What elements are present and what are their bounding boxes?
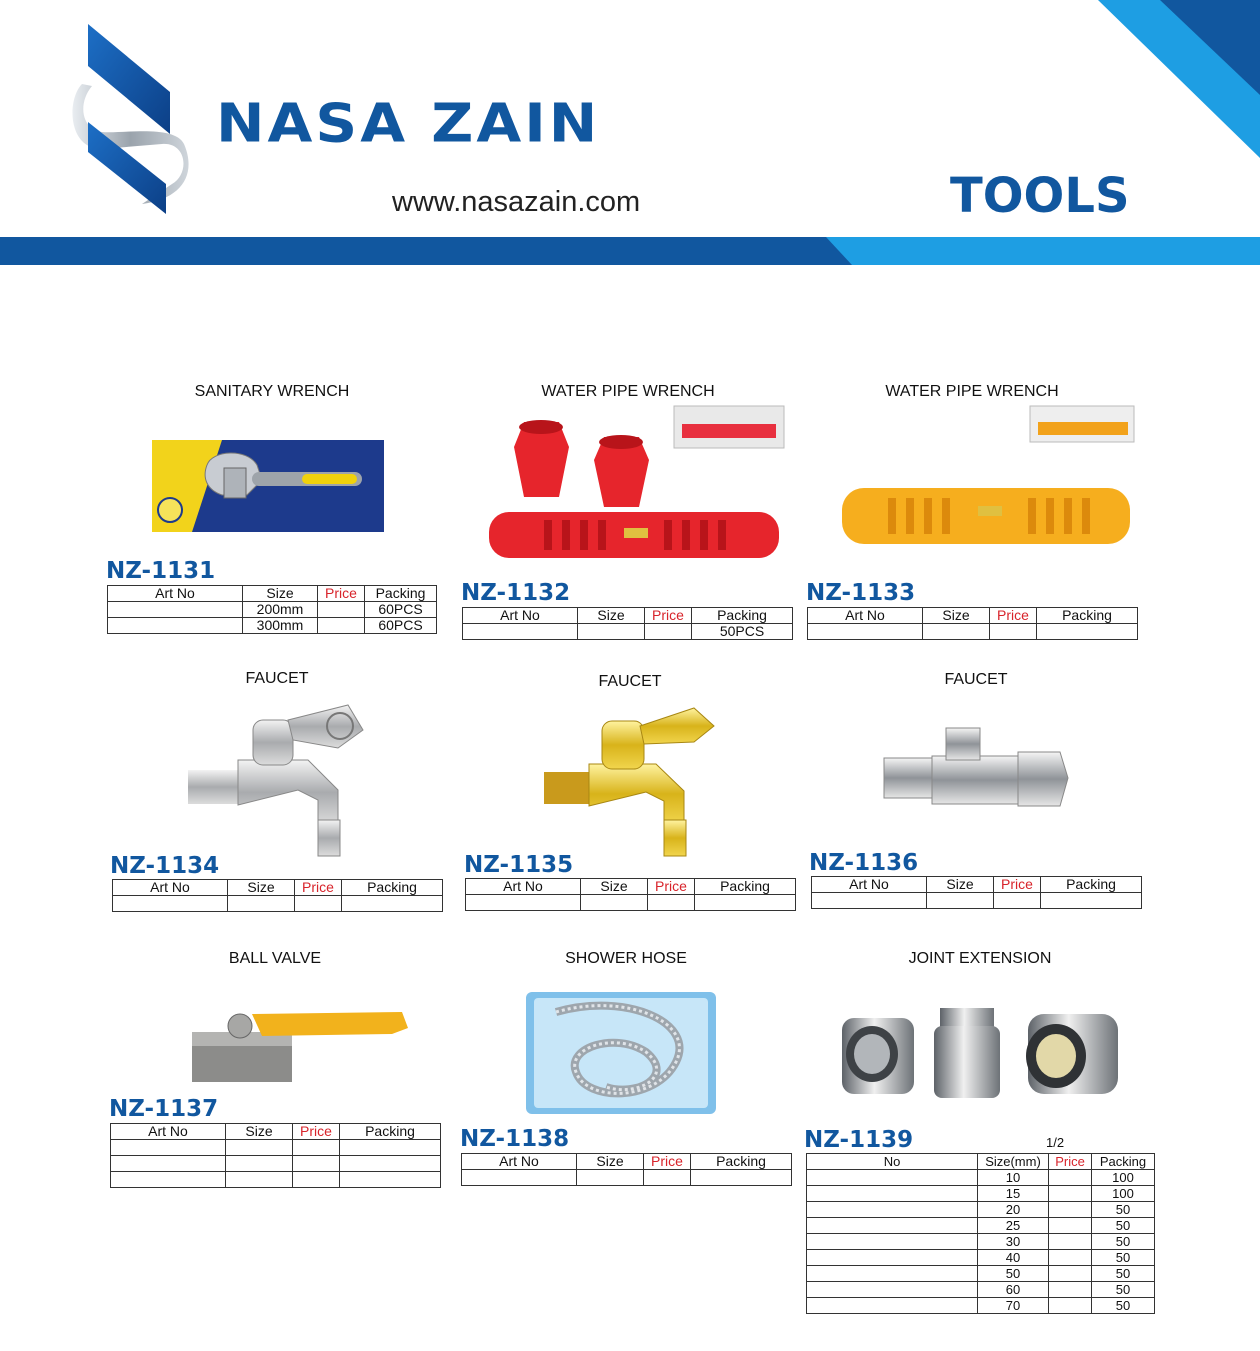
pipe-wrench-orange-icon — [838, 402, 1134, 562]
col-size: Size — [226, 1124, 293, 1140]
col-price: Price — [1049, 1154, 1092, 1170]
cell-no — [807, 1186, 978, 1202]
col-price: Price — [644, 1154, 691, 1170]
cell-packing — [1041, 893, 1142, 909]
col-art-no: Art No — [462, 1154, 577, 1170]
cell-no — [807, 1234, 978, 1250]
cell-art-no — [462, 1170, 577, 1186]
col-packing: Packing — [1041, 877, 1142, 893]
cell-art-no — [466, 895, 581, 911]
table-row — [111, 1172, 441, 1188]
table-row — [807, 1250, 1155, 1266]
cell-size — [226, 1172, 293, 1188]
col-art-no: Art No — [812, 877, 927, 893]
cell-art-no — [463, 624, 578, 640]
nasa-zain-logo-icon — [62, 24, 192, 219]
col-art-no: Art No — [466, 879, 581, 895]
col-size: Size — [927, 877, 994, 893]
cell-packing — [340, 1140, 441, 1156]
cell-size — [923, 624, 990, 640]
col-size: Size — [577, 1154, 644, 1170]
cell-size — [228, 896, 295, 912]
cell-size — [578, 624, 645, 640]
cell-art-no — [111, 1140, 226, 1156]
product-code: NZ-1133 — [806, 580, 916, 606]
spec-table — [806, 1153, 1155, 1314]
joint-extension-icon — [838, 1006, 1124, 1102]
col-art-no: Art No — [111, 1124, 226, 1140]
cell-packing — [340, 1156, 441, 1172]
col-no: No — [807, 1154, 978, 1170]
cell-packing: 50 — [1092, 1298, 1155, 1314]
col-packing: Packing — [365, 586, 437, 602]
cell-size: 30 — [978, 1234, 1049, 1250]
cell-art-no — [113, 896, 228, 912]
cell-packing: 100 — [1092, 1186, 1155, 1202]
cell-size — [226, 1156, 293, 1172]
cell-size: 40 — [978, 1250, 1049, 1266]
table-row — [463, 624, 793, 640]
product-code: NZ-1137 — [109, 1096, 219, 1122]
col-packing: Packing — [340, 1124, 441, 1140]
col-art-no: Art No — [113, 880, 228, 896]
cell-price — [1049, 1298, 1092, 1314]
cell-price — [1049, 1250, 1092, 1266]
col-price: Price — [295, 880, 342, 896]
col-size: Size — [581, 879, 648, 895]
cell-price — [318, 618, 365, 634]
table-row — [807, 1202, 1155, 1218]
cell-packing: 50 — [1092, 1234, 1155, 1250]
cell-no — [807, 1170, 978, 1186]
cell-size: 10 — [978, 1170, 1049, 1186]
cell-packing — [695, 895, 796, 911]
cell-size: 300mm — [243, 618, 318, 634]
col-packing: Packing — [342, 880, 443, 896]
spec-table — [462, 607, 793, 640]
cell-price — [293, 1140, 340, 1156]
cell-price — [1049, 1282, 1092, 1298]
col-size: Size — [578, 608, 645, 624]
product-title: FAUCET — [245, 670, 309, 687]
cell-price — [318, 602, 365, 618]
cell-packing: 50 — [1092, 1266, 1155, 1282]
cell-size: 60 — [978, 1282, 1049, 1298]
col-packing: Packing — [1037, 608, 1138, 624]
table-row — [807, 1266, 1155, 1282]
shower-hose-icon — [526, 992, 716, 1114]
table-row — [807, 1186, 1155, 1202]
spec-table — [112, 879, 443, 912]
cell-price — [1049, 1234, 1092, 1250]
table-row — [108, 602, 437, 618]
table-row — [807, 1234, 1155, 1250]
product-code: NZ-1134 — [110, 853, 220, 879]
col-packing: Packing — [695, 879, 796, 895]
cell-packing: 50PCS — [692, 624, 793, 640]
product-code: NZ-1138 — [460, 1126, 570, 1152]
silver-faucet-icon — [188, 700, 368, 860]
spec-table — [461, 1153, 792, 1186]
cell-packing — [1037, 624, 1138, 640]
cell-price — [1049, 1170, 1092, 1186]
table-row — [111, 1156, 441, 1172]
cell-no — [807, 1202, 978, 1218]
cell-no — [807, 1250, 978, 1266]
cell-price — [293, 1156, 340, 1172]
cell-no — [807, 1218, 978, 1234]
cell-price — [1049, 1266, 1092, 1282]
cell-size: 200mm — [243, 602, 318, 618]
cell-no — [807, 1266, 978, 1282]
col-packing: Packing — [1092, 1154, 1155, 1170]
cell-art-no — [108, 602, 243, 618]
spec-table — [465, 878, 796, 911]
cell-size — [577, 1170, 644, 1186]
cell-art-no — [111, 1172, 226, 1188]
col-packing: Packing — [691, 1154, 792, 1170]
cell-art-no — [808, 624, 923, 640]
cell-price — [1049, 1186, 1092, 1202]
pipe-wrench-red-icon — [484, 402, 784, 580]
cell-price — [1049, 1202, 1092, 1218]
cell-size: 20 — [978, 1202, 1049, 1218]
size-note: 1/2 — [1046, 1135, 1065, 1150]
cell-price — [644, 1170, 691, 1186]
cell-price — [648, 895, 695, 911]
cell-price — [295, 896, 342, 912]
cell-size: 70 — [978, 1298, 1049, 1314]
website-url[interactable]: www.nasazain.com — [392, 186, 641, 218]
product-title: SHOWER HOSE — [565, 950, 687, 967]
spec-table — [110, 1123, 441, 1188]
product-code: NZ-1136 — [809, 850, 919, 876]
angle-valve-icon — [884, 728, 1070, 812]
cell-size — [927, 893, 994, 909]
cell-price — [1049, 1218, 1092, 1234]
cell-packing: 50 — [1092, 1282, 1155, 1298]
col-price: Price — [318, 586, 365, 602]
product-code: NZ-1139 — [804, 1127, 914, 1153]
product-code: NZ-1135 — [464, 852, 574, 878]
cell-packing — [691, 1170, 792, 1186]
col-price: Price — [994, 877, 1041, 893]
cell-packing — [340, 1172, 441, 1188]
table-row — [111, 1140, 441, 1156]
table-row — [113, 896, 443, 912]
cell-no — [807, 1282, 978, 1298]
col-price: Price — [293, 1124, 340, 1140]
table-row — [462, 1170, 792, 1186]
cell-packing: 100 — [1092, 1170, 1155, 1186]
product-code: NZ-1132 — [461, 580, 571, 606]
adjustable-wrench-icon — [152, 440, 384, 532]
product-title: JOINT EXTENSION — [908, 950, 1052, 967]
cell-size: 25 — [978, 1218, 1049, 1234]
spec-table — [811, 876, 1142, 909]
cell-size — [226, 1140, 293, 1156]
cell-no — [807, 1298, 978, 1314]
col-packing: Packing — [692, 608, 793, 624]
col-size: Size(mm) — [978, 1154, 1049, 1170]
product-title: SANITARY WRENCH — [194, 383, 350, 400]
cell-size — [581, 895, 648, 911]
col-art-no: Art No — [108, 586, 243, 602]
table-row — [466, 895, 796, 911]
table-row — [108, 618, 437, 634]
col-size: Size — [228, 880, 295, 896]
col-size: Size — [923, 608, 990, 624]
table-row — [812, 893, 1142, 909]
col-art-no: Art No — [808, 608, 923, 624]
ball-valve-icon — [192, 1006, 408, 1082]
product-title: FAUCET — [598, 673, 662, 690]
cell-price — [293, 1172, 340, 1188]
cell-art-no — [812, 893, 927, 909]
product-title: WATER PIPE WRENCH — [885, 383, 1059, 400]
cell-packing: 50 — [1092, 1202, 1155, 1218]
cell-price — [645, 624, 692, 640]
col-size: Size — [243, 586, 318, 602]
col-price: Price — [648, 879, 695, 895]
category-title: TOOLS — [950, 168, 1130, 224]
product-code: NZ-1131 — [106, 558, 216, 584]
spec-table — [107, 585, 437, 634]
cell-packing: 60PCS — [365, 618, 437, 634]
cell-art-no — [111, 1156, 226, 1172]
table-row — [808, 624, 1138, 640]
table-row — [807, 1170, 1155, 1186]
cell-packing: 60PCS — [365, 602, 437, 618]
col-art-no: Art No — [463, 608, 578, 624]
table-row — [807, 1298, 1155, 1314]
table-row — [807, 1218, 1155, 1234]
cell-price — [990, 624, 1037, 640]
brand-name: NASA ZAIN — [216, 92, 601, 155]
col-price: Price — [990, 608, 1037, 624]
gold-faucet-icon — [544, 706, 719, 858]
cell-packing — [342, 896, 443, 912]
product-title: BALL VALVE — [228, 950, 322, 967]
product-title: WATER PIPE WRENCH — [541, 383, 715, 400]
col-price: Price — [645, 608, 692, 624]
cell-art-no — [108, 618, 243, 634]
cell-packing: 50 — [1092, 1218, 1155, 1234]
cell-size: 50 — [978, 1266, 1049, 1282]
cell-price — [994, 893, 1041, 909]
cell-size: 15 — [978, 1186, 1049, 1202]
table-row — [807, 1282, 1155, 1298]
product-title: FAUCET — [944, 671, 1008, 688]
spec-table — [807, 607, 1138, 640]
cell-packing: 50 — [1092, 1250, 1155, 1266]
